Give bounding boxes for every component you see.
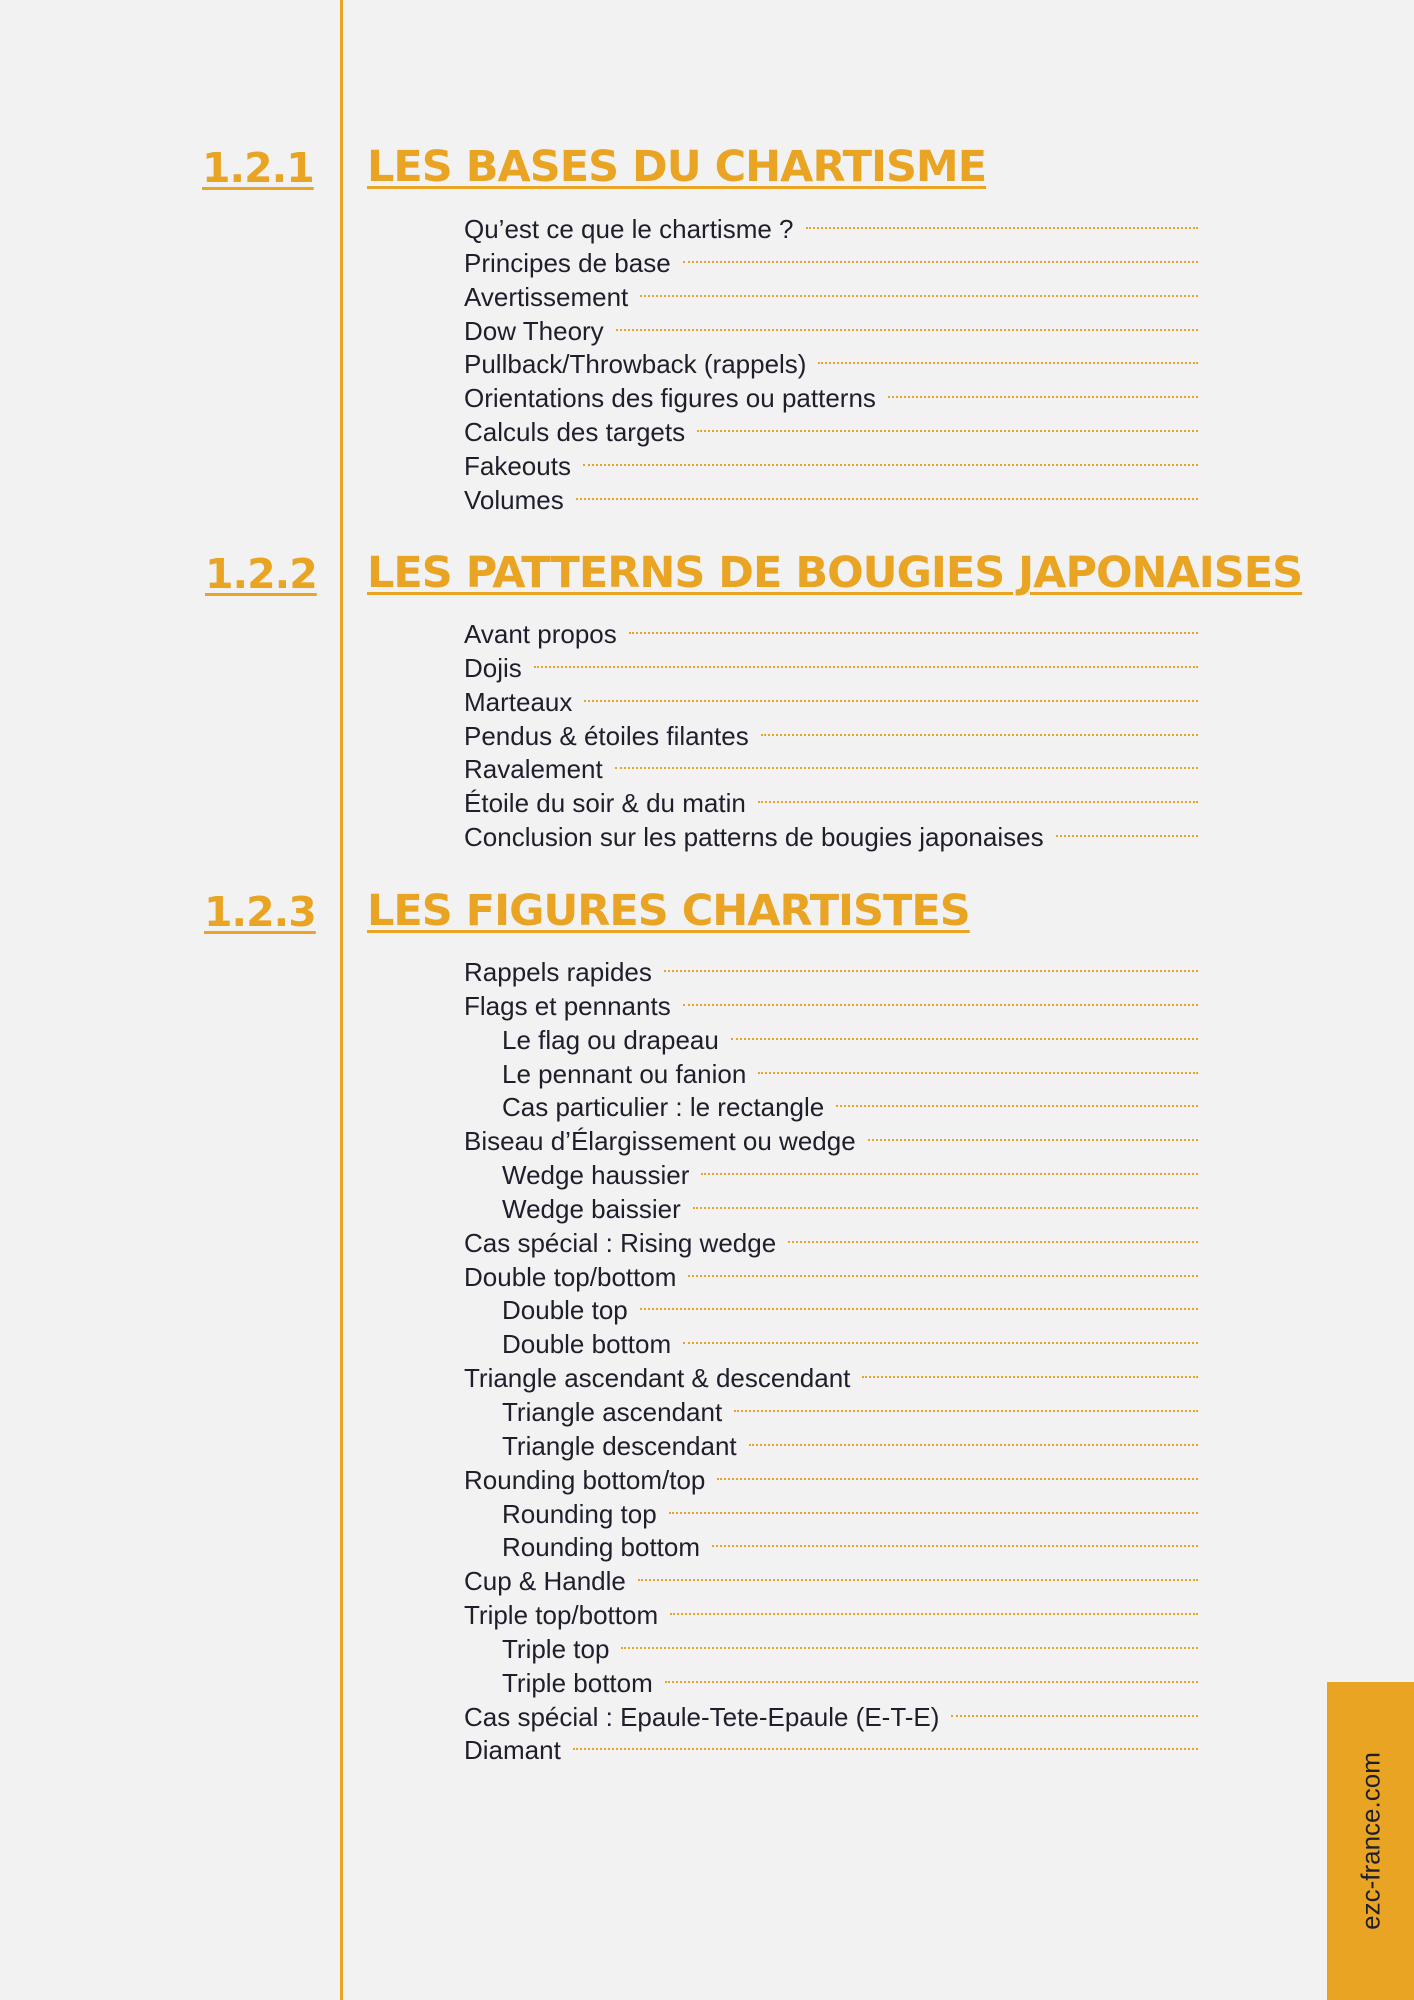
dot-leader [758,1072,1198,1074]
toc-entry-label: Rounding bottom [502,1532,701,1563]
dot-leader [701,1173,1198,1175]
toc-entry-label: Pullback/Throwback (rappels) [464,349,807,380]
toc-entry-label: Double bottom [502,1329,672,1360]
dot-leader [788,1241,1198,1243]
toc-entry[interactable] [464,281,1198,315]
toc-entry-label: Rounding bottom/top [464,1464,706,1495]
dot-leader [640,295,1198,297]
toc-entry-label: Pendus & étoiles filantes [464,720,749,751]
toc-entry[interactable] [464,1261,1198,1295]
toc-entry-label: Triangle ascendant & descendant [464,1363,851,1394]
dot-leader [615,767,1198,769]
toc-subentry[interactable] [464,1328,1198,1362]
dot-leader [621,1647,1198,1649]
toc-entry[interactable] [464,484,1198,518]
toc-entry-label: Dojis [464,652,522,683]
toc-entry-label: Wedge baissier [502,1193,681,1224]
dot-leader [583,464,1198,466]
dot-leader [688,1275,1198,1277]
toc-entry-label: Cas spécial : Rising wedge [464,1227,777,1258]
toc-entry[interactable] [464,1734,1198,1768]
dot-leader [697,430,1198,432]
dot-leader [683,1342,1198,1344]
toc-entry[interactable] [464,382,1198,416]
toc-entry[interactable] [464,348,1198,382]
dot-leader [664,970,1198,972]
dot-leader [862,1376,1198,1378]
toc-subentry[interactable] [464,1531,1198,1565]
dot-leader [731,1038,1198,1040]
toc-entry[interactable] [464,956,1198,990]
dot-leader [638,1579,1198,1581]
toc-entry[interactable] [464,1599,1198,1633]
toc-subentry[interactable] [464,1058,1198,1092]
section-number[interactable]: 1.2.1 [202,144,314,192]
toc-entry-label: Qu’est ce que le chartisme ? [464,214,794,244]
toc-entry-label: Le pennant ou fanion [502,1058,747,1089]
toc-entry[interactable] [464,416,1198,450]
toc-subentry[interactable] [464,1396,1198,1430]
toc-entry-label: Flags et pennants [464,990,671,1021]
toc-entry-label: Triangle descendant [502,1430,737,1461]
toc-entry-label: Calculs des targets [464,417,686,448]
toc-entry-label: Triple bottom [502,1667,653,1698]
toc-entry-label: Principes de base [464,247,671,278]
toc-entry[interactable] [464,450,1198,484]
toc-subentry[interactable] [464,1667,1198,1701]
section-title[interactable]: LES FIGURES CHARTISTES [367,886,970,936]
side-tab [1327,1682,1414,2000]
toc-entry-label: Ravalement [464,754,603,785]
toc-entry[interactable] [464,652,1198,686]
dot-leader [629,632,1198,634]
toc-entry[interactable] [464,1565,1198,1599]
toc-entry[interactable] [464,1125,1198,1159]
toc-entry-label: Double top/bottom [464,1261,677,1292]
toc-subentry[interactable] [464,1159,1198,1193]
toc-subentry[interactable] [464,1633,1198,1667]
dot-leader [534,666,1198,668]
dot-leader [758,801,1198,803]
dot-leader [683,261,1198,263]
section-title[interactable]: LES BASES DU CHARTISME [367,142,987,192]
toc-subentry[interactable] [464,1024,1198,1058]
dot-leader [951,1715,1198,1717]
dot-leader [640,1308,1198,1310]
toc-subentry[interactable] [464,1091,1198,1125]
dot-leader [683,1004,1198,1006]
toc-entry-label: Marteaux [464,686,573,717]
toc-entry[interactable] [464,990,1198,1024]
dot-leader [749,1444,1198,1446]
toc-entry-label: Rounding top [502,1498,657,1529]
dot-leader [584,700,1198,702]
toc-entry[interactable] [464,1464,1198,1498]
toc-entry-label: Fakeouts [464,450,571,481]
toc-entry-label: Conclusion sur les patterns de bougies japonaises [464,822,1044,853]
dot-leader [806,227,1199,229]
toc-entry-label: Rappels rapides [464,957,652,987]
toc-entry[interactable] [464,686,1198,720]
toc-entry[interactable] [464,787,1198,821]
website-label[interactable]: ezc-france.com [1355,1752,1385,1930]
toc-entry[interactable] [464,315,1198,349]
toc-entry[interactable] [464,753,1198,787]
section-number[interactable]: 1.2.3 [204,888,316,936]
toc-entry-label: Double top [502,1295,628,1326]
dot-leader [888,396,1198,398]
toc-entry[interactable] [464,1362,1198,1396]
toc-entry-label: Diamant [464,1735,561,1766]
toc-entry-label: Triangle ascendant [502,1396,723,1427]
dot-leader [836,1105,1198,1107]
dot-leader [761,734,1198,736]
dot-leader [712,1545,1198,1547]
dot-leader [670,1613,1198,1615]
toc-entry-label: Volumes [464,484,564,515]
dot-leader [669,1512,1198,1514]
toc-subentry[interactable] [464,1430,1198,1464]
section-title[interactable]: LES PATTERNS DE BOUGIES JAPONAISES [367,548,1303,598]
toc-entry-label: Étoile du soir & du matin [464,788,746,819]
dot-leader [1056,835,1198,837]
toc-entry-label: Triple top [502,1633,610,1664]
toc-entry-label: Biseau d’Élargissement ou wedge [464,1126,856,1157]
dot-leader [717,1478,1198,1480]
toc-entry-label: Triple top/bottom [464,1600,659,1631]
toc-entry-label: Avant propos [464,619,617,649]
toc-entry[interactable] [464,720,1198,754]
toc-entry[interactable] [464,247,1198,281]
dot-leader [734,1410,1198,1412]
toc-entry[interactable] [464,821,1198,855]
toc-entry-label: Wedge haussier [502,1160,690,1191]
toc-list [464,618,1198,855]
toc-entry[interactable] [464,1701,1198,1735]
vertical-divider [340,0,343,2000]
dot-leader [573,1748,1198,1750]
toc-entry-label: Avertissement [464,281,629,312]
dot-leader [818,362,1198,364]
toc-subentry[interactable] [464,1498,1198,1532]
toc-entry-label: Cas particulier : le rectangle [502,1092,825,1123]
toc-entry-label: Cas spécial : Epaule-Tete-Epaule (E-T-E) [464,1701,940,1732]
toc-entry-label: Le flag ou drapeau [502,1024,719,1055]
dot-leader [576,498,1198,500]
toc-entry[interactable] [464,618,1198,652]
toc-subentry[interactable] [464,1294,1198,1328]
toc-entry-label: Orientations des figures ou patterns [464,383,876,414]
dot-leader [616,329,1198,331]
dot-leader [665,1681,1198,1683]
toc-entry[interactable] [464,1227,1198,1261]
toc-list [464,956,1198,1768]
toc-list [464,213,1198,518]
toc-entry-label: Dow Theory [464,315,604,346]
dot-leader [693,1207,1198,1209]
toc-subentry[interactable] [464,1193,1198,1227]
section-number[interactable]: 1.2.2 [205,550,317,598]
toc-entry[interactable] [464,213,1198,247]
dot-leader [868,1139,1198,1141]
toc-entry-label: Cup & Handle [464,1566,626,1597]
